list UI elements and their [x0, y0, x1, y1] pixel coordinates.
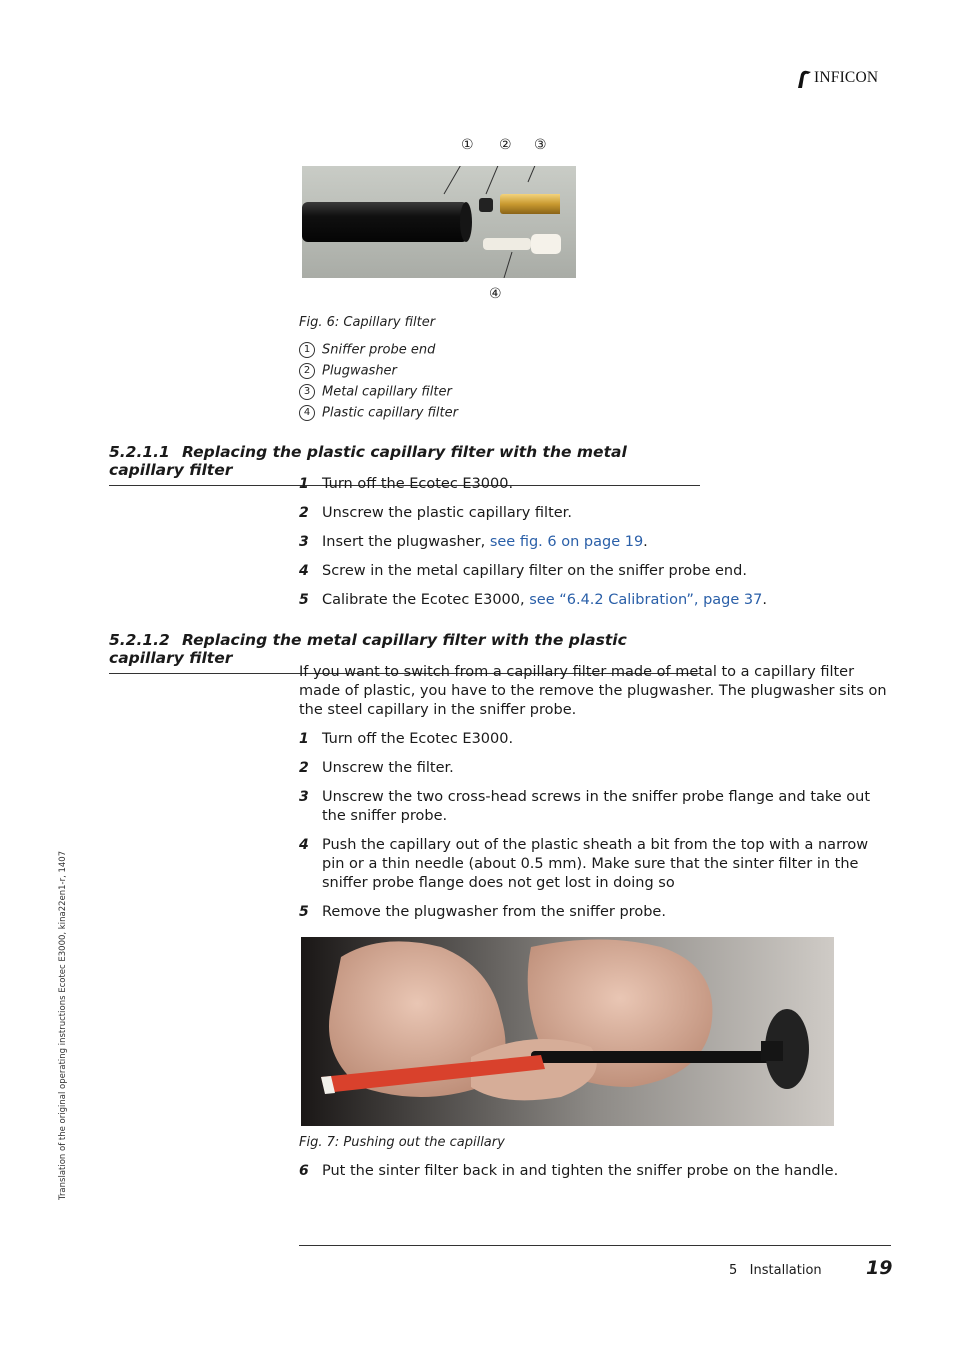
- figure7-caption: Fig. 7: Pushing out the capillary: [299, 1135, 505, 1150]
- section-heading-5-2-1-1: 5.2.1.1 Replacing the plastic capillary filter with the metal capillary filter: [109, 443, 700, 486]
- figure6-caption: Fig. 6: Capillary filter: [299, 315, 436, 330]
- page-number: 19: [866, 1257, 893, 1279]
- section-intro: If you want to switch from a capillary filter made of metal to a capillary filter made of plastic, you have to the remove the plugwasher. The plugwasher sits on the steel capillary in the sniffer probe.: [299, 664, 887, 718]
- step-item: 4 Screw in the metal capillary filter on the sniffer probe end.: [299, 563, 747, 579]
- callout-3: ③: [534, 137, 547, 153]
- logo-text: INFICON: [814, 69, 879, 86]
- legend-item: 2 Plugwasher: [299, 363, 397, 381]
- step-item: 5 Calibrate the Ecotec E3000, see “6.4.2 Calibration”, page 37.: [299, 592, 767, 608]
- step-item: 3 Insert the plugwasher, see fig. 6 on page 19.: [299, 534, 648, 550]
- callout-4: ④: [489, 286, 502, 302]
- callout-1: ①: [461, 137, 474, 153]
- legend-item: 4 Plastic capillary filter: [299, 405, 458, 423]
- calibration-link[interactable]: see “6.4.2 Calibration”, page 37: [529, 592, 763, 608]
- step-item: 2 Unscrew the filter.: [299, 760, 454, 776]
- pushing-capillary-photo: [301, 937, 834, 1126]
- step-item: 1 Turn off the Ecotec E3000.: [299, 731, 514, 747]
- footer-section: 5 Installation: [729, 1263, 822, 1278]
- legend-item: 1 Sniffer probe end: [299, 342, 435, 360]
- footer-divider: [299, 1245, 891, 1246]
- callout-2: ②: [499, 137, 512, 153]
- step-item: 2 Unscrew the plastic capillary filter.: [299, 505, 572, 521]
- step-item: 1 Turn off the Ecotec E3000.: [299, 476, 514, 492]
- inficon-logo-icon: [796, 70, 812, 88]
- capillary-filter-photo: [302, 166, 576, 278]
- step-item: 6 Put the sinter filter back in and tighten the sniffer probe on the handle.: [299, 1163, 839, 1179]
- step-item: 3 Unscrew the two cross-head screws in the sniffer probe flange and take out the sniffer probe.: [299, 789, 871, 824]
- section-heading-5-2-1-2: 5.2.1.2 Replacing the metal capillary filter with the plastic capillary filter: [109, 631, 700, 674]
- step-item: 4 Push the capillary out of the plastic sheath a bit from the top with a narrow pin or a thin needle (about 0.5 mm). Make sure that the sinter filter in the sniffer probe flange does not get lost in doing so: [299, 837, 869, 891]
- figure-link[interactable]: see fig. 6 on page 19: [489, 534, 644, 550]
- side-note: Translation of the original operating instructions Ecotec E3000, kina22en1-r, 1407: [58, 850, 68, 1200]
- inficon-logo: [796, 68, 890, 92]
- step-item: 5 Remove the plugwasher from the sniffer probe.: [299, 904, 666, 920]
- legend-item: 3 Metal capillary filter: [299, 384, 452, 402]
